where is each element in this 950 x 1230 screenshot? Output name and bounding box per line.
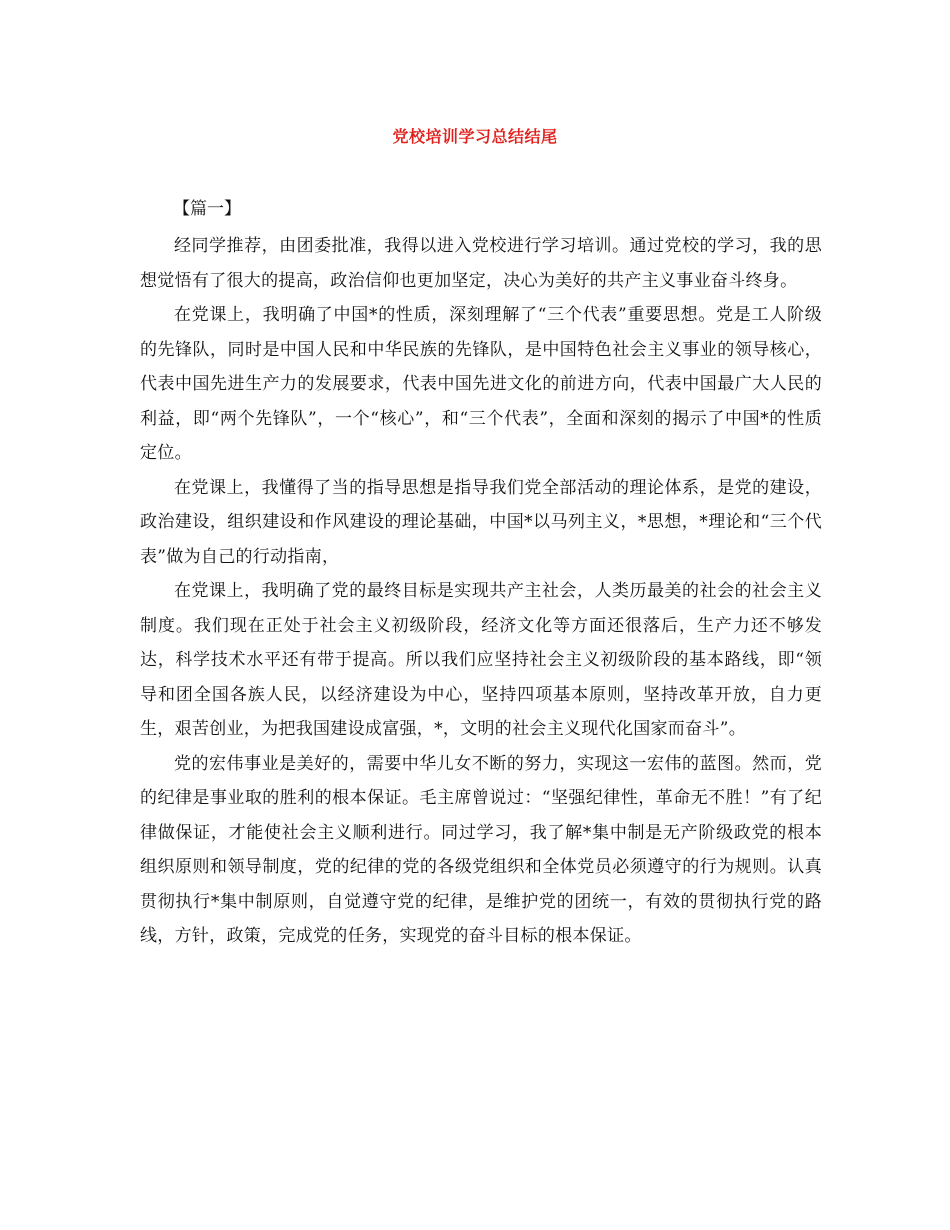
document-body — [140, 229, 822, 954]
paragraph-1: 经同学推荐，由团委批准，我得以进入党校进行学习培训。通过党校的学习，我的思想觉悟有了很大的提高，政治信仰也更加坚定，决心为美好的共产主义事业奋斗终身。 — [140, 236, 822, 291]
section-heading: 【篇一】 — [173, 199, 241, 219]
paragraph-5: 党的宏伟事业是美好的，需要中华儿女不断的努力，实现这一宏伟的蓝图。然而，党的纪律是事业取的胜利的根本保证。毛主席曾说过：“坚强纪律性，革命无不胜！”有了纪律做保证，才能使社会主义顺利进行。同过学习，我了解*集中制是无产阶级政党的根本组织原则和领导制度，党的纪律的党的各级党组织和全体党员必须遵守的行为规则。认真贯彻执行*集中制原则，自觉遵守党的纪律，是维护党的团统一，有效的贯彻执行党的路线，方针，政策，完成党的任务，实现党的奋斗目标的根本保证。 — [140, 753, 822, 946]
paragraph-4: 在党课上，我明确了党的最终目标是实现共产主社会，人类历最美的社会的社会主义制度。我们现在正处于社会主义初级阶段，经济文化等方面还很落后，生产力还不够发达，科学技术水平还有带于提高。所以我们应坚持社会主义初级阶段的基本路线，即“领导和团全国各族人民，以经济建设为中心，坚持四项基本原则，坚持改革开放，自力更生，艰苦创业，为把我国建设成富强，*，文明的社会主义现代化国家而奋斗”。 — [140, 581, 822, 739]
paragraph-2: 在党课上，我明确了中国*的性质，深刻理解了“三个代表”重要思想。党是工人阶级的先锋队，同时是中国人民和中华民族的先锋队，是中国特色社会主义事业的领导核心，代表中国先进生产力的发展要求，代表中国先进文化的前进方向，代表中国最广大人民的利益，即“两个先锋队”，一个“核心”，和“三个代表”，全面和深刻的揭示了中国*的性质定位。 — [140, 305, 822, 463]
document-title: 党校培训学习总结结尾 — [392, 127, 558, 146]
paragraph-3: 在党课上，我懂得了当的指导思想是指导我们党全部活动的理论体系，是党的建设，政治建设，组织建设和作风建设的理论基础，中国*以马列主义，*思想，*理论和“三个代表”做为自己的行动指南， — [140, 477, 822, 567]
